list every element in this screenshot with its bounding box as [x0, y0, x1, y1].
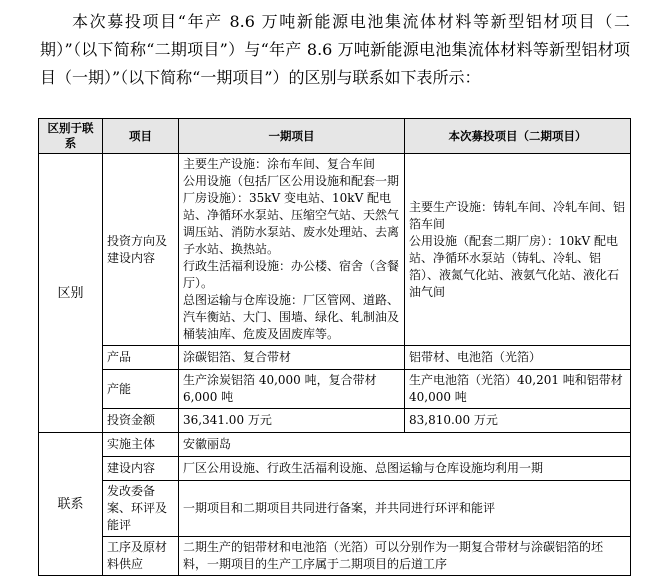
- phase1-content: 主要生产设施：涂布车间、复合车间 公用设施（包括厂区公用设施和配套一期厂房设施）：35kV 变电站、10kV 配电站、净循环水泵站、压缩空气站、天然气调压站、消防水泵站、废水处理站、去离子水站、换热站。 行政生活福利设施：办公楼、宿舍（含餐厅）。 总图运输与仓库设施：厂区管网、道路、汽车衡站、大门、围墙、绿化、轧制油及桶装油库、危废及固废库等。: [183, 157, 400, 341]
- phase1-cell: 涂碳铝箔、复合带材: [179, 346, 405, 370]
- table-row: [39, 433, 631, 457]
- phase2-content: 主要生产设施：铸轧车间、冷轧车间、铝箔车间 公用设施（配套二期厂房）：10kV 配电站、净循环水泵站（铸轧、冷轧、铝箔）、液氮气化站、液氨气化站、液化石油气间: [409, 199, 626, 299]
- row-item: 投资金额: [103, 409, 179, 433]
- phase1-cell: [179, 154, 405, 346]
- header-row: [39, 119, 631, 154]
- intro-paragraph: 本次募投项目“年产 8.6 万吨新能源电池集流体材料等新型铝材项目（二期）”（以下简称“二期项目”）与“年产 8.6 万吨新能源电池集流体材料等新型铝材项目（一期）”（以下简称“一期项目”）的区别与联系如下表所示：: [40, 12, 630, 87]
- phase2-cell: 铝带材、电池箔（光箔）: [405, 346, 631, 370]
- category-difference: 区别: [39, 154, 103, 433]
- row-item: 产能: [103, 370, 179, 409]
- table-row: [39, 346, 631, 370]
- phase2-cell: 生产电池箔（光箔）40,201 吨和铝带材 40,000 吨: [405, 370, 631, 409]
- table-row: [39, 537, 631, 576]
- table-row: [39, 457, 631, 481]
- row-item: 实施主体: [103, 433, 179, 457]
- relation-content: 安徽丽岛: [179, 433, 631, 457]
- table-row: [39, 481, 631, 537]
- row-item: 发改委备案、环评及能评: [103, 481, 179, 537]
- header-category: 区别于联系: [39, 119, 103, 154]
- header-item: 项目: [103, 119, 179, 154]
- phase2-cell: 83,810.00 万元: [405, 409, 631, 433]
- header-phase2: 本次募投项目（二期项目）: [405, 119, 631, 154]
- header-phase1: 一期项目: [179, 119, 405, 154]
- phase1-cell: 36,341.00 万元: [179, 409, 405, 433]
- row-item: 投资方向及建设内容: [103, 154, 179, 346]
- phase2-cell: [405, 154, 631, 346]
- category-relation: 联系: [39, 433, 103, 576]
- table-row: [39, 154, 631, 346]
- table-row: [39, 370, 631, 409]
- row-item: 工序及原材料供应: [103, 537, 179, 576]
- table-row: [39, 409, 631, 433]
- phase1-cell: 生产涂炭铝箔 40,000 吨，复合带材 6,000 吨: [179, 370, 405, 409]
- row-item: 产品: [103, 346, 179, 370]
- relation-content: 二期生产的铝带材和电池箔（光箔）可以分别作为一期复合带材与涂碳铝箔的坯料，一期项目的生产工序属于二期项目的后道工序: [179, 537, 631, 576]
- relation-content: 一期项目和二期项目共同进行备案，并共同进行环评和能评: [179, 481, 631, 537]
- row-item: 建设内容: [103, 457, 179, 481]
- relation-content: 厂区公用设施、行政生活福利设施、总图运输与仓库设施均利用一期: [179, 457, 631, 481]
- comparison-table: [38, 118, 631, 576]
